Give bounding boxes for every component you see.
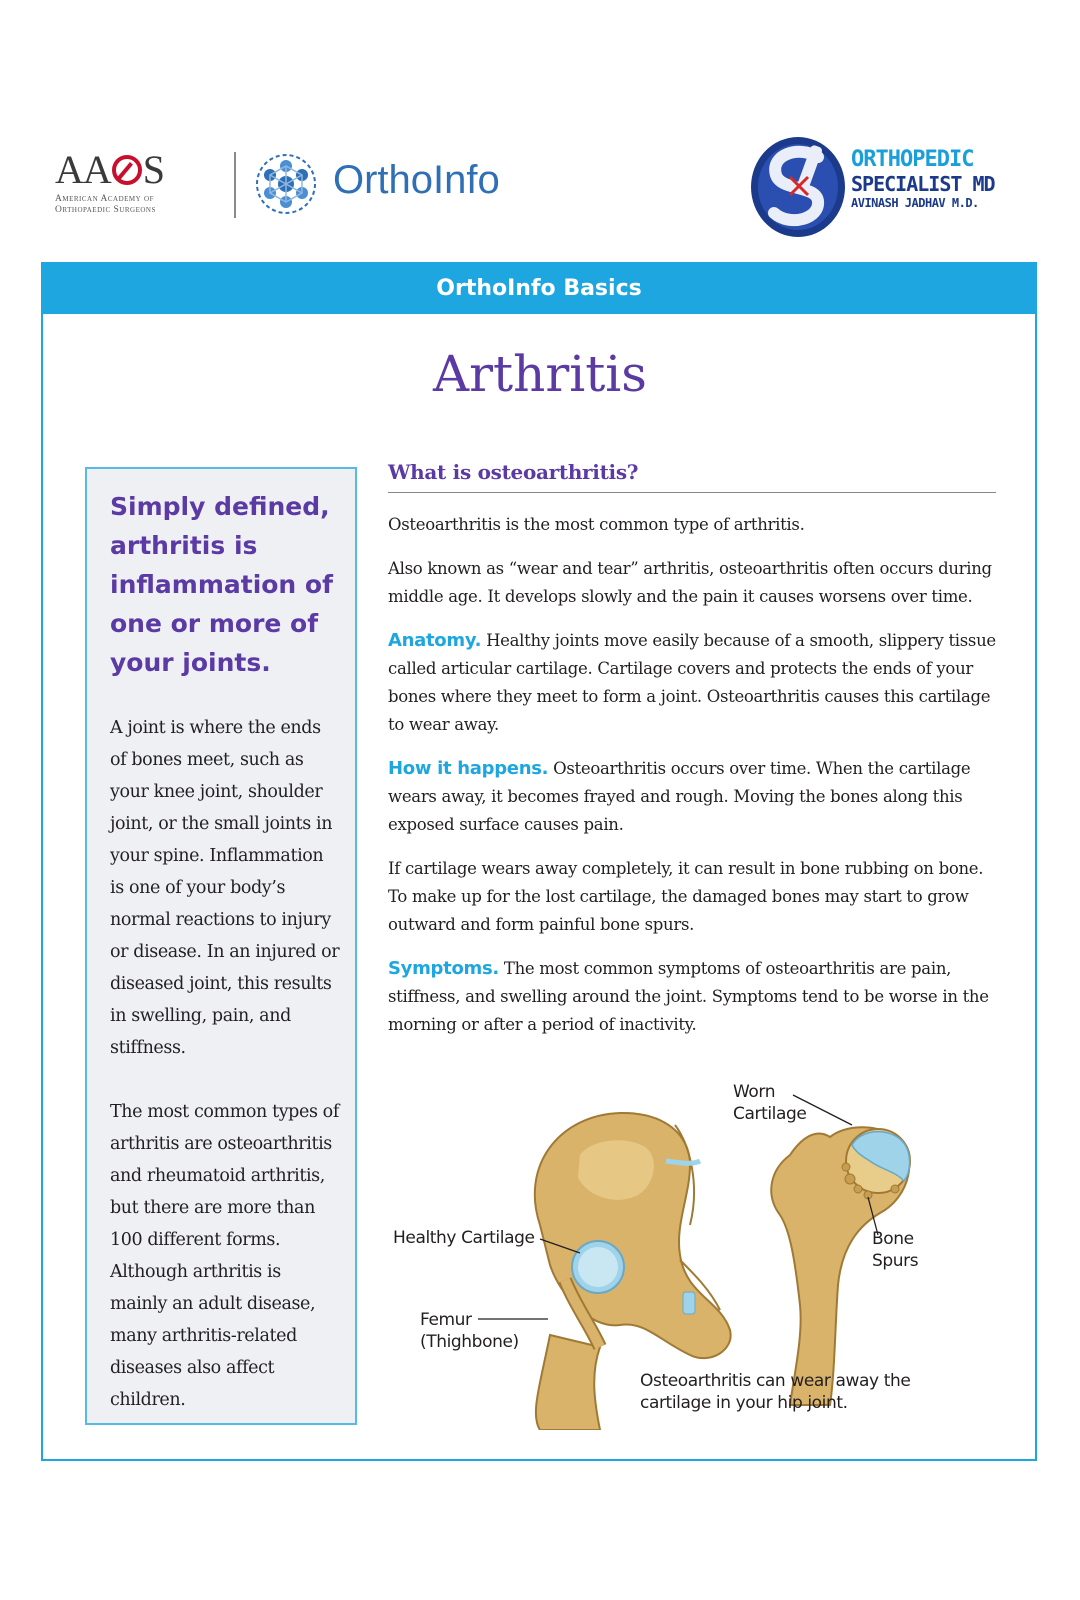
symptoms-paragraph [388,955,996,1039]
anatomy-label: Anatomy. [388,630,482,651]
main-column [388,460,996,1039]
aaos-subtitle-line: American Academy of [55,194,155,204]
figure-caption [640,1370,910,1414]
aaos-subtitle [55,194,205,216]
section-heading: What is osteoarthritis? [388,460,996,493]
header-divider [234,152,236,218]
intro-paragraph: Also known as “wear and tear” arthritis, osteoarthritis often occurs during middle age. It develops slowly and the pain it causes worsens over time. [388,559,992,606]
femur-label [420,1309,519,1353]
specialist-line: AVINASH JADHAV M.D. [851,196,979,210]
orthoinfo-name: OrthoInfo [333,158,500,202]
how-label: How it happens. [388,758,549,779]
label-line: Worn [733,1082,776,1102]
intro-paragraph: Osteoarthritis is the most common type of arthritis. [388,515,805,534]
how-paragraph [388,755,996,839]
label-line: Cartilage [733,1104,807,1124]
specialist-line: ORTHOPEDIC [851,147,974,172]
section-banner [41,262,1037,314]
specialist-wordmark [851,148,995,210]
label-line: Spurs [872,1251,919,1271]
caption-line: cartilage in your hip joint. [640,1393,848,1413]
definition-sidebar [85,467,357,1425]
aaos-o-icon [112,155,142,185]
orthoinfo-globe-icon [254,152,318,216]
orthopedic-specialist-logo-icon [748,135,848,240]
anatomy-paragraph [388,627,996,739]
specialist-line: SPECIALIST MD [851,172,995,196]
page-title: Arthritis [433,345,647,403]
hip-joint-figure [390,1082,1010,1430]
how-text: Osteoarthritis occurs over time. When the cartilage wears away, it becomes frayed and rough. Moving the bones along this exposed surface causes pain. [388,759,971,834]
healthy-cartilage-label: Healthy Cartilage [393,1228,535,1248]
aaos-logo [55,147,205,216]
aaos-wordmark: AA S [55,147,165,192]
bone-spurs-label [872,1228,918,1272]
worn-cartilage-label [733,1081,806,1125]
caption-line: Osteoarthritis can wear away the [640,1371,911,1391]
anatomy-text: Healthy joints move easily because of a smooth, slippery tissue called articular cartilage. Cartilage covers and protects the ends of your bones where they meet to form a joint. Osteoarthritis causes this cartilage to wear away. [388,631,996,734]
label-line: (Thighbone) [420,1332,519,1352]
symptoms-label: Symptoms. [388,958,499,979]
sidebar-paragraph: The most common types of arthritis are osteoarthritis and rheumatoid arthritis, but there are more than 100 different forms. Although arthritis is mainly an adult disease, many arthritis-related diseases also affect children. [110,1102,339,1410]
symptoms-text: The most common symptoms of osteoarthritis are pain, stiffness, and swelling around the joint. Symptoms tend to be worse in the morning or after a period of inactivity. [388,959,989,1034]
label-line: Femur [420,1310,472,1330]
banner-label: OrthoInfo Basics [436,275,642,301]
aaos-subtitle-line: Orthopaedic Surgeons [55,205,156,215]
sidebar-paragraph: A joint is where the ends of bones meet, such as your knee joint, shoulder joint, or the small joints in your spine. Inflammation is one of your body’s normal reactions to injury or disease. In an injured or diseased joint, this results in swelling, pain, and stiffness. [110,718,340,1058]
sidebar-lead: Simply defined, arthritis is inflammation of one or more of your joints. [110,492,333,677]
how-more-paragraph: If cartilage wears away completely, it can result in bone rubbing on bone. To make up for the lost cartilage, the damaged bones may start to grow outward and form painful bone spurs. [388,859,984,934]
label-line: Bone [872,1229,914,1249]
